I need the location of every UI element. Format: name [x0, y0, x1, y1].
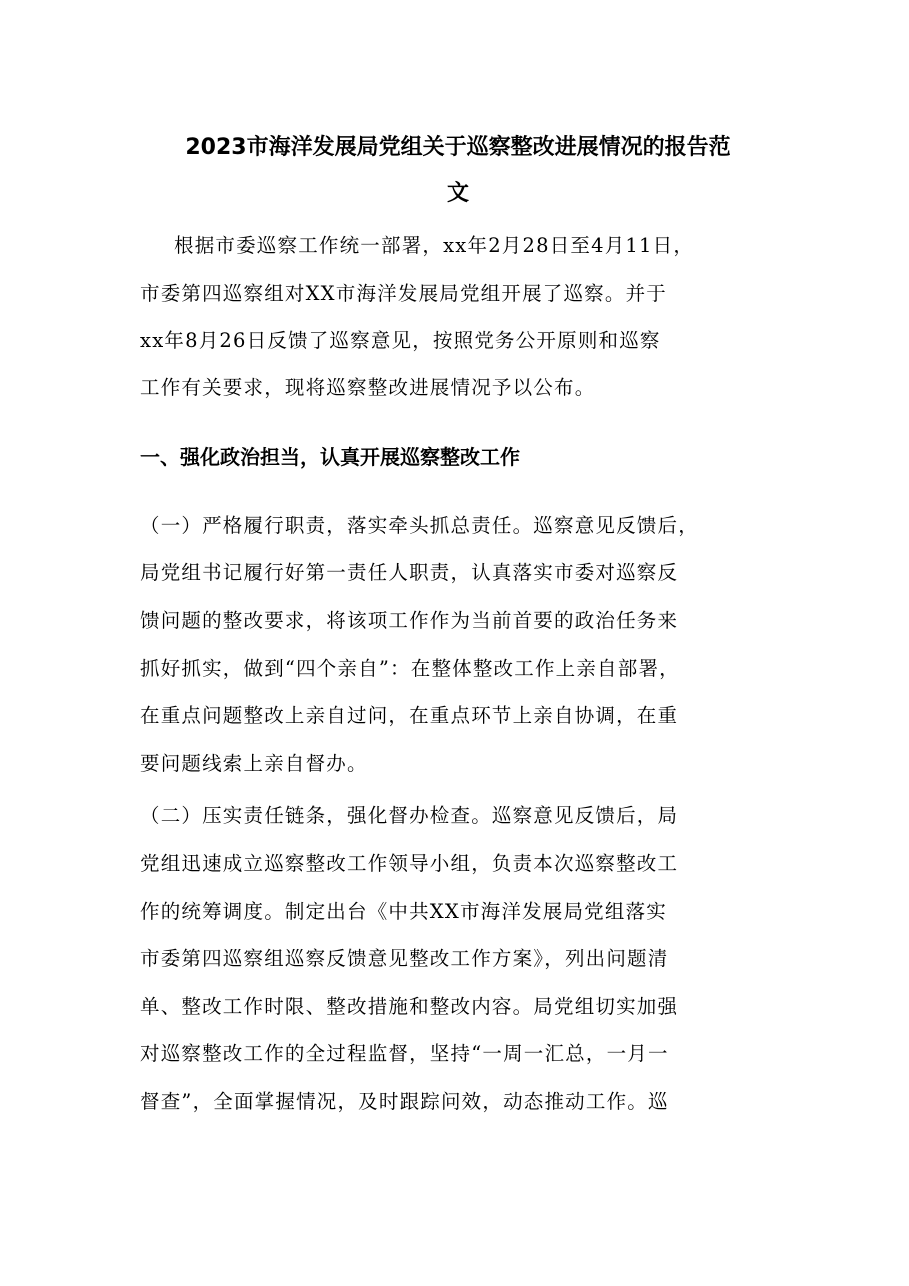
document-title-line-1: 2023市海洋发展局党组关于巡察整改进展情况的报告范: [185, 135, 731, 160]
para-1-line-5: 在重点问题整改上亲自过问，在重点环节上亲自协调，在重: [140, 704, 679, 727]
intro-line-3: xx年8月26日反馈了巡察意见，按照党务公开原则和巡察: [140, 329, 661, 352]
intro-line-4: 工作有关要求，现将巡察整改进展情况予以公布。: [140, 376, 596, 399]
para-2-line-1: （二）压实责任链条，强化督办检查。巡察意见反馈后，局: [140, 804, 679, 827]
para-2-line-2: 党组迅速成立巡察整改工作领导小组，负责本次巡察整改工: [140, 852, 679, 875]
para-1-line-6: 要问题线索上亲自督办。: [140, 752, 368, 775]
para-1-line-2: 局党组书记履行好第一责任人职责，认真落实市委对巡察反: [140, 561, 679, 584]
para-2-line-5: 单、整改工作时限、整改措施和整改内容。局党组切实加强: [140, 995, 679, 1018]
document-title-line-2: 文: [446, 181, 469, 206]
intro-line-1: 根据市委巡察工作统一部署，xx年2月28日至4月11日，: [174, 234, 695, 257]
para-1-line-4: 抓好抓实，做到“四个亲自”：在整体整改工作上亲自部署，: [140, 657, 680, 680]
section-1-heading: 一、强化政治担当，认真开展巡察整改工作: [140, 445, 520, 469]
para-2-line-4: 市委第四巡察组巡察反馈意见整改工作方案》，列出问题清: [140, 947, 669, 970]
intro-line-2: 市委第四巡察组对XX市海洋发展局党组开展了巡察。并于: [140, 282, 667, 305]
para-2-line-6: 对巡察整改工作的全过程监督，坚持“一周一汇总，一月一: [140, 1042, 669, 1065]
para-1-line-3: 馈问题的整改要求，将该项工作作为当前首要的政治任务来: [140, 609, 679, 632]
para-2-line-7: 督查”，全面掌握情况，及时跟踪问效，动态推动工作。巡: [140, 1090, 669, 1113]
para-1-line-1: （一）严格履行职责，落实牵头抓总责任。巡察意见反馈后，: [140, 514, 699, 537]
para-2-line-3: 作的统筹调度。制定出台《中共XX市海洋发展局党组落实: [140, 900, 667, 923]
